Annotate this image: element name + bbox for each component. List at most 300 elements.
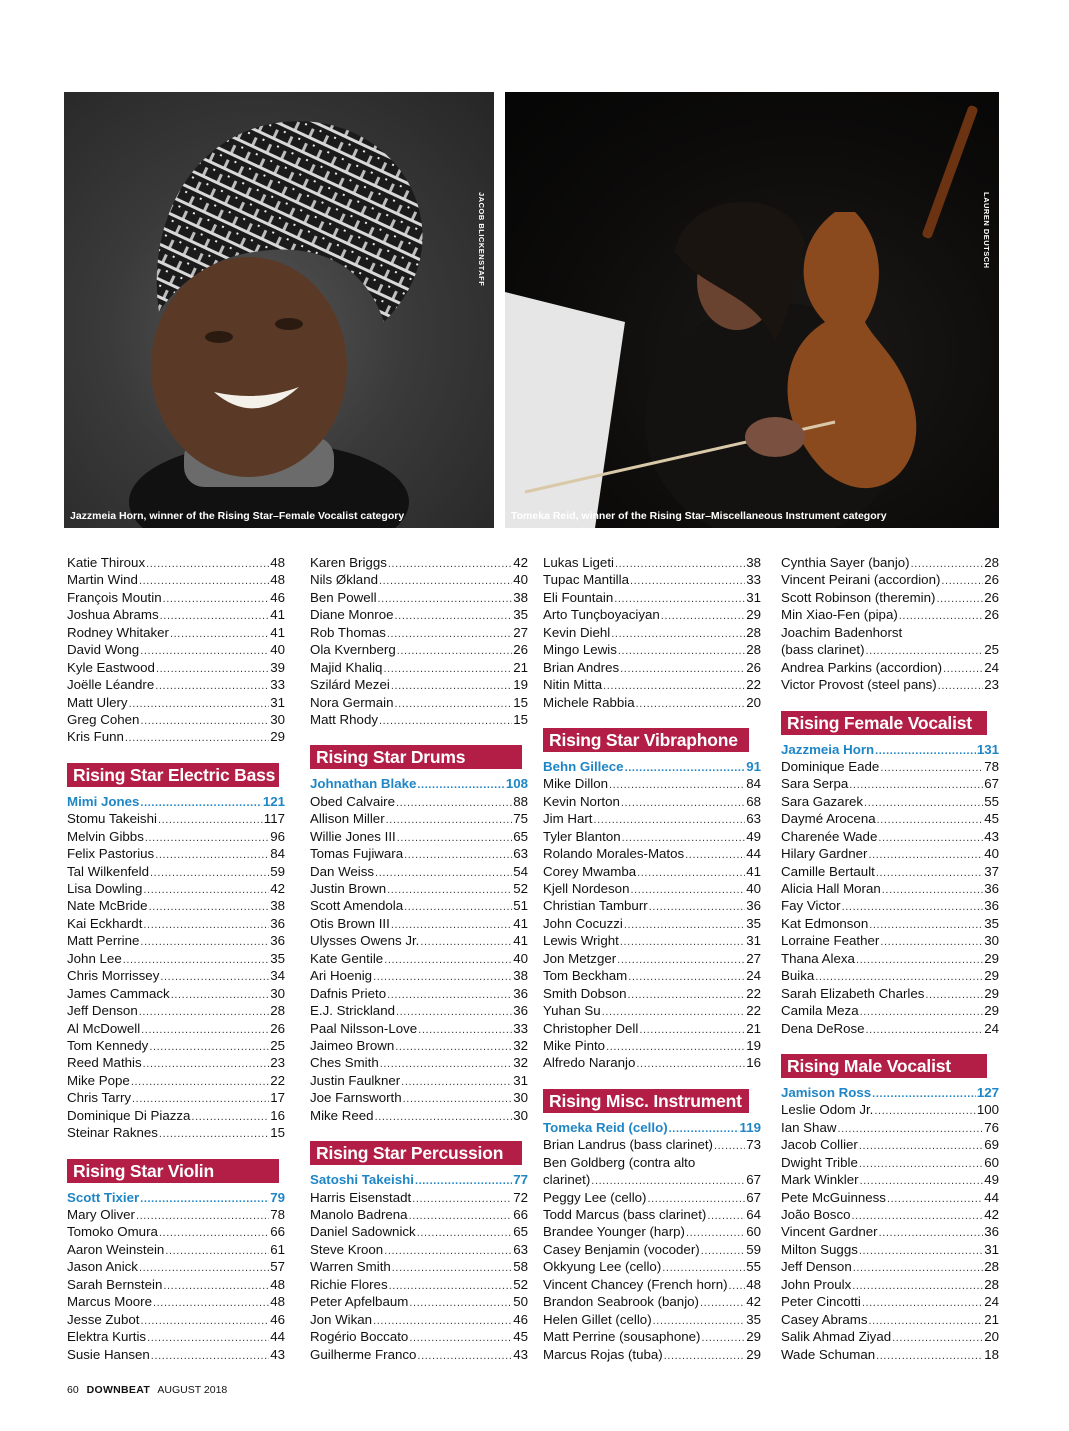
- result-row: [543, 932, 761, 949]
- results-column-3: [543, 554, 761, 1363]
- result-row: [781, 1293, 999, 1310]
- artist-name: Jon Wikan: [310, 1311, 373, 1327]
- artist-name: Rodney Whitaker: [67, 624, 169, 640]
- result-row: [310, 950, 528, 967]
- dot-leader: [876, 1348, 983, 1363]
- artist-name: Sarah Elizabeth Charles: [781, 985, 925, 1001]
- artist-name: Camille Bertault: [781, 863, 875, 879]
- artist-name: Szilárd Mezei: [310, 677, 390, 693]
- artist-name: Richie Flores: [310, 1276, 388, 1292]
- vote-count: 44: [984, 1189, 999, 1205]
- artist-name: Mike Reed: [310, 1107, 374, 1123]
- dot-leader: [591, 1173, 745, 1188]
- result-row: [67, 1241, 285, 1258]
- vote-count: 127: [976, 1084, 999, 1100]
- vote-count: 31: [270, 694, 285, 710]
- dot-leader: [620, 661, 745, 676]
- result-row: [310, 1223, 528, 1240]
- vote-count: 20: [746, 694, 761, 710]
- vote-count: 42: [513, 555, 528, 570]
- artist-name: Brian Andres: [543, 659, 620, 675]
- vote-count: 30: [984, 933, 999, 949]
- dot-leader: [125, 730, 269, 745]
- artist-name: Tal Wilkenfeld: [67, 863, 150, 879]
- vote-count: 24: [984, 1020, 999, 1036]
- artist-name: Felix Pastorius: [67, 846, 155, 862]
- vote-count: 28: [984, 1259, 999, 1275]
- artist-name: Nils Økland: [310, 572, 378, 588]
- dot-leader: [387, 626, 512, 641]
- vote-count: 88: [513, 793, 528, 809]
- dot-leader: [639, 1022, 745, 1037]
- vote-count: 65: [513, 828, 528, 844]
- artist-name: João Bosco: [781, 1207, 851, 1222]
- result-row: [543, 863, 761, 880]
- result-row: [781, 1136, 999, 1153]
- dot-leader: [163, 1278, 269, 1293]
- result-row: [781, 1276, 999, 1293]
- dot-leader: [649, 899, 746, 914]
- vote-count: 52: [513, 881, 528, 896]
- dot-leader: [395, 1039, 512, 1054]
- artist-name: Obed Calvaire: [310, 793, 395, 809]
- vote-count: 36: [270, 933, 285, 949]
- dot-leader: [417, 777, 504, 792]
- vote-count: 40: [984, 846, 999, 862]
- result-row: [310, 1002, 528, 1019]
- dot-leader: [412, 1191, 512, 1206]
- vote-count: 28: [746, 642, 761, 658]
- vote-count: 69: [984, 1137, 999, 1153]
- vote-count: 39: [270, 659, 285, 675]
- vote-count: 67: [746, 1172, 761, 1188]
- result-row: [781, 571, 999, 588]
- vote-count: 66: [270, 1224, 285, 1240]
- result-row: [310, 1346, 528, 1363]
- artist-name: Vincent Gardner: [781, 1224, 878, 1240]
- result-row: [781, 1101, 999, 1118]
- vote-count: 65: [513, 1224, 528, 1240]
- vote-count: 55: [746, 1259, 761, 1275]
- artist-name: Joëlle Léandre: [67, 677, 155, 693]
- vote-count: 35: [746, 1311, 761, 1327]
- result-row: [781, 775, 999, 792]
- result-row: [310, 863, 528, 880]
- artist-name: Todd Marcus (bass clarinet): [543, 1207, 707, 1222]
- result-row: [67, 880, 285, 897]
- vote-count: 36: [513, 985, 528, 1001]
- results-column-4: [781, 554, 999, 1363]
- dot-leader: [149, 1039, 269, 1054]
- result-row: [781, 915, 999, 932]
- vote-count: 48: [270, 572, 285, 588]
- artist-name: Smith Dobson: [543, 985, 627, 1001]
- result-row: [67, 1206, 285, 1223]
- artist-name: Jazzmeia Horn: [781, 741, 875, 757]
- result-row: [310, 1037, 528, 1054]
- result-row: [67, 676, 285, 693]
- vote-count: 16: [270, 1107, 285, 1123]
- artist-name: David Wong: [67, 642, 140, 658]
- dot-leader: [941, 573, 983, 588]
- result-row: [310, 1107, 528, 1124]
- vote-count: 84: [746, 776, 761, 792]
- result-row: [781, 606, 999, 623]
- dot-leader: [636, 1056, 745, 1071]
- dot-leader: [147, 1330, 269, 1345]
- vote-count: 76: [984, 1119, 999, 1135]
- dot-leader: [373, 1313, 512, 1328]
- artist-name: Steve Kroon: [310, 1241, 384, 1257]
- dot-leader: [868, 847, 983, 862]
- vote-count: 78: [270, 1207, 285, 1222]
- artist-name: Brandee Younger (harp): [543, 1224, 685, 1240]
- artist-name: Jim Hart: [543, 811, 593, 827]
- photo-caption-right: Tomeka Reid, winner of the Rising Star–Miscellaneous Instrument category: [511, 510, 887, 522]
- dot-leader: [714, 1138, 745, 1153]
- result-row: [67, 1328, 285, 1345]
- artist-name: Brandon Seabrook (banjo): [543, 1294, 699, 1310]
- dot-leader: [417, 1225, 513, 1240]
- photo-credit-right: LAUREN DEUTSCH: [982, 192, 991, 269]
- vote-count: 27: [746, 950, 761, 966]
- category-heading: Rising Star Percussion: [310, 1141, 522, 1165]
- result-row: [310, 1328, 528, 1345]
- dot-leader: [628, 987, 746, 1002]
- dot-leader: [628, 969, 745, 984]
- artist-name: Ches Smith: [310, 1055, 379, 1071]
- result-row: [781, 1258, 999, 1275]
- vote-count: 41: [513, 933, 528, 949]
- result-row: [67, 1020, 285, 1037]
- dot-leader: [160, 608, 270, 623]
- vote-count: 43: [270, 1346, 285, 1362]
- dot-leader: [707, 1208, 745, 1223]
- result-row: [310, 1189, 528, 1206]
- result-row: [310, 1072, 528, 1089]
- result-row: [310, 967, 528, 984]
- result-row: [781, 828, 999, 845]
- result-row: [543, 1276, 761, 1293]
- artist-name: Kjell Nordeson: [543, 881, 630, 896]
- result-row: [543, 1154, 761, 1171]
- result-row: [781, 1311, 999, 1328]
- result-row: [543, 694, 761, 711]
- artist-name: Brian Landrus (bass clarinet): [543, 1137, 713, 1153]
- vote-count: 35: [270, 950, 285, 966]
- dot-leader: [378, 591, 513, 606]
- category-heading: Rising Star Drums: [310, 745, 522, 769]
- vote-count: 28: [984, 555, 999, 570]
- artist-name: Dominique Eade: [781, 758, 880, 774]
- vote-count: 49: [746, 828, 761, 844]
- vote-count: 30: [270, 985, 285, 1001]
- vote-count: 30: [513, 1107, 528, 1123]
- result-row: [781, 624, 999, 641]
- result-row: [543, 659, 761, 676]
- artist-name: Mike Dillon: [543, 776, 609, 792]
- artist-name: Greg Cohen: [67, 711, 140, 727]
- dot-leader: [936, 591, 983, 606]
- vote-count: 96: [270, 828, 285, 844]
- vote-count: 48: [270, 555, 285, 570]
- result-row: [543, 1293, 761, 1310]
- dot-leader: [852, 1278, 983, 1293]
- dot-leader: [842, 899, 984, 914]
- dot-leader: [160, 969, 269, 984]
- artist-name: Casey Abrams: [781, 1311, 868, 1327]
- artist-name: Peter Cincotti: [781, 1294, 861, 1310]
- vote-count: 63: [513, 846, 528, 862]
- dot-leader: [630, 573, 745, 588]
- vote-count: 131: [976, 741, 999, 757]
- result-row: [67, 1002, 285, 1019]
- result-row: [781, 810, 999, 827]
- dot-leader: [609, 777, 745, 792]
- vote-count: 63: [746, 811, 761, 827]
- result-row: [543, 1311, 761, 1328]
- artist-name: Casey Benjamin (vocoder): [543, 1241, 700, 1257]
- result-row: [543, 793, 761, 810]
- result-row: [543, 828, 761, 845]
- artist-name: Daymé Arocena: [781, 811, 876, 827]
- artist-name: Martin Wind: [67, 572, 138, 588]
- artist-name: Tupac Mantilla: [543, 572, 629, 588]
- dot-leader: [404, 847, 512, 862]
- artist-name: Mike Pinto: [543, 1037, 606, 1053]
- vote-count: 45: [513, 1329, 528, 1345]
- dot-leader: [653, 1313, 746, 1328]
- artist-name: Karen Briggs: [310, 555, 387, 570]
- artist-name: Marcus Moore: [67, 1294, 152, 1310]
- vote-count: 21: [513, 659, 528, 675]
- artist-name: Manolo Badrena: [310, 1207, 408, 1222]
- photo-jazzmeia-horn: [64, 92, 494, 528]
- vote-count: 24: [746, 968, 761, 984]
- dot-leader: [397, 643, 512, 658]
- dot-leader: [397, 830, 512, 845]
- vote-count: 64: [746, 1207, 761, 1222]
- result-row: [67, 915, 285, 932]
- artist-name: John Proulx: [781, 1276, 852, 1292]
- vote-count: 34: [270, 968, 285, 984]
- dot-leader: [155, 678, 269, 693]
- dot-leader: [602, 1004, 746, 1019]
- artist-name: Tomeka Reid (cello): [543, 1119, 668, 1135]
- result-row: [67, 1293, 285, 1310]
- vote-count: 31: [513, 1072, 528, 1088]
- artist-name: Lewis Wright: [543, 933, 619, 949]
- artist-name: Nora Germain: [310, 694, 394, 710]
- vote-count: 15: [513, 711, 528, 727]
- artist-name: Lukas Ligeti: [543, 555, 614, 570]
- artist-name: Charenée Wade: [781, 828, 878, 844]
- vote-count: 30: [270, 711, 285, 727]
- result-row: [310, 845, 528, 862]
- result-row: [310, 793, 528, 810]
- dot-leader: [647, 1191, 745, 1206]
- vote-count: 91: [746, 758, 761, 774]
- vote-count: 40: [270, 642, 285, 658]
- result-row: [543, 1346, 761, 1363]
- result-row: [543, 1136, 761, 1153]
- artist-name: Otis Brown III: [310, 915, 390, 931]
- vote-count: 33: [513, 1020, 528, 1036]
- vote-count: 54: [513, 863, 528, 879]
- artist-name: Ola Kvernberg: [310, 642, 396, 658]
- vote-count: 59: [270, 863, 285, 879]
- artist-name: Warren Smith: [310, 1259, 391, 1275]
- dot-leader: [686, 1225, 745, 1240]
- vote-count: 61: [270, 1241, 285, 1257]
- vote-count: 48: [270, 1276, 285, 1292]
- vote-count: 22: [746, 1003, 761, 1019]
- artist-name: Yuhan Su: [543, 1003, 601, 1019]
- artist-name: Leslie Odom Jr.: [781, 1102, 874, 1118]
- artist-name: Sara Serpa: [781, 776, 849, 792]
- winner-row: [543, 1119, 761, 1136]
- dot-leader: [380, 1056, 512, 1071]
- artist-name: Reed Mathis: [67, 1055, 142, 1071]
- artist-name: Chris Morrissey: [67, 968, 160, 984]
- result-row: [67, 571, 285, 588]
- result-row: [67, 641, 285, 658]
- artist-name: Daniel Sadownick: [310, 1224, 416, 1240]
- artist-name: Aaron Weinstein: [67, 1241, 165, 1257]
- vote-count: 73: [746, 1137, 761, 1153]
- dot-leader: [869, 917, 983, 932]
- result-row: [310, 985, 528, 1002]
- artist-name: Nate McBride: [67, 898, 148, 914]
- dot-leader: [170, 626, 269, 641]
- artist-name: Christian Tamburr: [543, 898, 648, 914]
- vote-count: 24: [984, 1294, 999, 1310]
- result-row: [543, 775, 761, 792]
- dot-leader: [409, 1330, 512, 1345]
- vote-count: 41: [270, 624, 285, 640]
- dot-leader: [123, 952, 269, 967]
- dot-leader: [630, 882, 745, 897]
- vote-count: 33: [270, 677, 285, 693]
- artist-name: Andrea Parkins (accordion): [781, 659, 943, 675]
- result-row: [781, 793, 999, 810]
- vote-count: 100: [976, 1102, 999, 1118]
- vote-count: 29: [746, 607, 761, 623]
- result-row: [67, 694, 285, 711]
- dot-leader: [662, 1260, 745, 1275]
- dot-leader: [129, 696, 270, 711]
- artist-name: Justin Brown: [310, 881, 387, 896]
- result-row: [543, 897, 761, 914]
- artist-name: Scott Robinson (theremin): [781, 589, 936, 605]
- results-column-2: [310, 554, 528, 1363]
- result-row: [543, 1020, 761, 1037]
- result-row: [543, 1002, 761, 1019]
- result-row: [543, 845, 761, 862]
- artist-name: Kris Funn: [67, 729, 124, 745]
- artist-name: Dan Weiss: [310, 863, 375, 879]
- vote-count: 67: [984, 776, 999, 792]
- photo-credit-left: JACOB BLICKENSTAFF: [477, 192, 486, 287]
- artist-name: Lisa Dowling: [67, 881, 143, 896]
- dot-leader: [379, 573, 512, 588]
- result-row: [543, 1258, 761, 1275]
- vote-count: 29: [270, 729, 285, 745]
- artist-name: Dafnis Prieto: [310, 985, 387, 1001]
- dot-leader: [624, 917, 745, 932]
- artist-name: Lorraine Feather: [781, 933, 880, 949]
- artist-name: Jacob Collier: [781, 1137, 858, 1153]
- dot-leader: [375, 865, 512, 880]
- dot-leader: [875, 743, 976, 758]
- artist-name: John Cocuzzi: [543, 915, 623, 931]
- artist-name: Vincent Chancey (French horn): [543, 1276, 728, 1292]
- dot-leader: [622, 830, 746, 845]
- artist-name: Paal Nilsson-Love: [310, 1020, 418, 1036]
- vote-count: 18: [984, 1346, 999, 1362]
- artist-name: François Moutin: [67, 589, 162, 605]
- result-row: [543, 1241, 761, 1258]
- result-row: [543, 1328, 761, 1345]
- result-row: [67, 967, 285, 984]
- artist-name: Kevin Diehl: [543, 624, 611, 640]
- vote-count: 26: [984, 589, 999, 605]
- dot-leader: [887, 1191, 983, 1206]
- dot-leader: [409, 1295, 512, 1310]
- artist-name: Dominique Di Piazza: [67, 1107, 191, 1123]
- dot-leader: [139, 1004, 269, 1019]
- result-row: [543, 1189, 761, 1206]
- result-row: [310, 915, 528, 932]
- artist-name: Rogério Boccato: [310, 1329, 409, 1345]
- artist-name: Camila Meza: [781, 1003, 859, 1019]
- dot-leader: [636, 696, 746, 711]
- result-row: [781, 1346, 999, 1363]
- artist-name: Steinar Raknes: [67, 1125, 158, 1141]
- artist-name: E.J. Strickland: [310, 1003, 395, 1019]
- dot-leader: [140, 713, 269, 728]
- dot-leader: [882, 882, 983, 897]
- vote-count: 46: [513, 1311, 528, 1327]
- winner-row: [781, 1084, 999, 1101]
- artist-name: Mary Oliver: [67, 1207, 135, 1222]
- vote-count: 38: [513, 589, 528, 605]
- artist-name: Al McDowell: [67, 1020, 141, 1036]
- issue-date: AUGUST 2018: [157, 1384, 228, 1396]
- vote-count: 24: [984, 659, 999, 675]
- result-row: [310, 659, 528, 676]
- dot-leader: [864, 795, 983, 810]
- vote-count: 22: [746, 985, 761, 1001]
- vote-count: 29: [984, 950, 999, 966]
- dot-leader: [815, 969, 983, 984]
- vote-count: 43: [984, 828, 999, 844]
- result-row: [310, 1054, 528, 1071]
- artist-name: Hilary Gardner: [781, 846, 868, 862]
- result-row: [781, 1206, 999, 1223]
- dot-leader: [859, 1156, 983, 1171]
- artist-name: Chris Tarry: [67, 1090, 132, 1106]
- artist-name: Joe Farnsworth: [310, 1090, 402, 1106]
- result-row: [310, 1241, 528, 1258]
- result-row: [781, 676, 999, 693]
- dot-leader: [862, 1295, 983, 1310]
- artist-name: Helen Gillet (cello): [543, 1311, 652, 1327]
- result-row: [67, 845, 285, 862]
- dot-leader: [163, 591, 270, 606]
- vote-count: 31: [984, 1241, 999, 1257]
- result-row: [543, 1171, 761, 1188]
